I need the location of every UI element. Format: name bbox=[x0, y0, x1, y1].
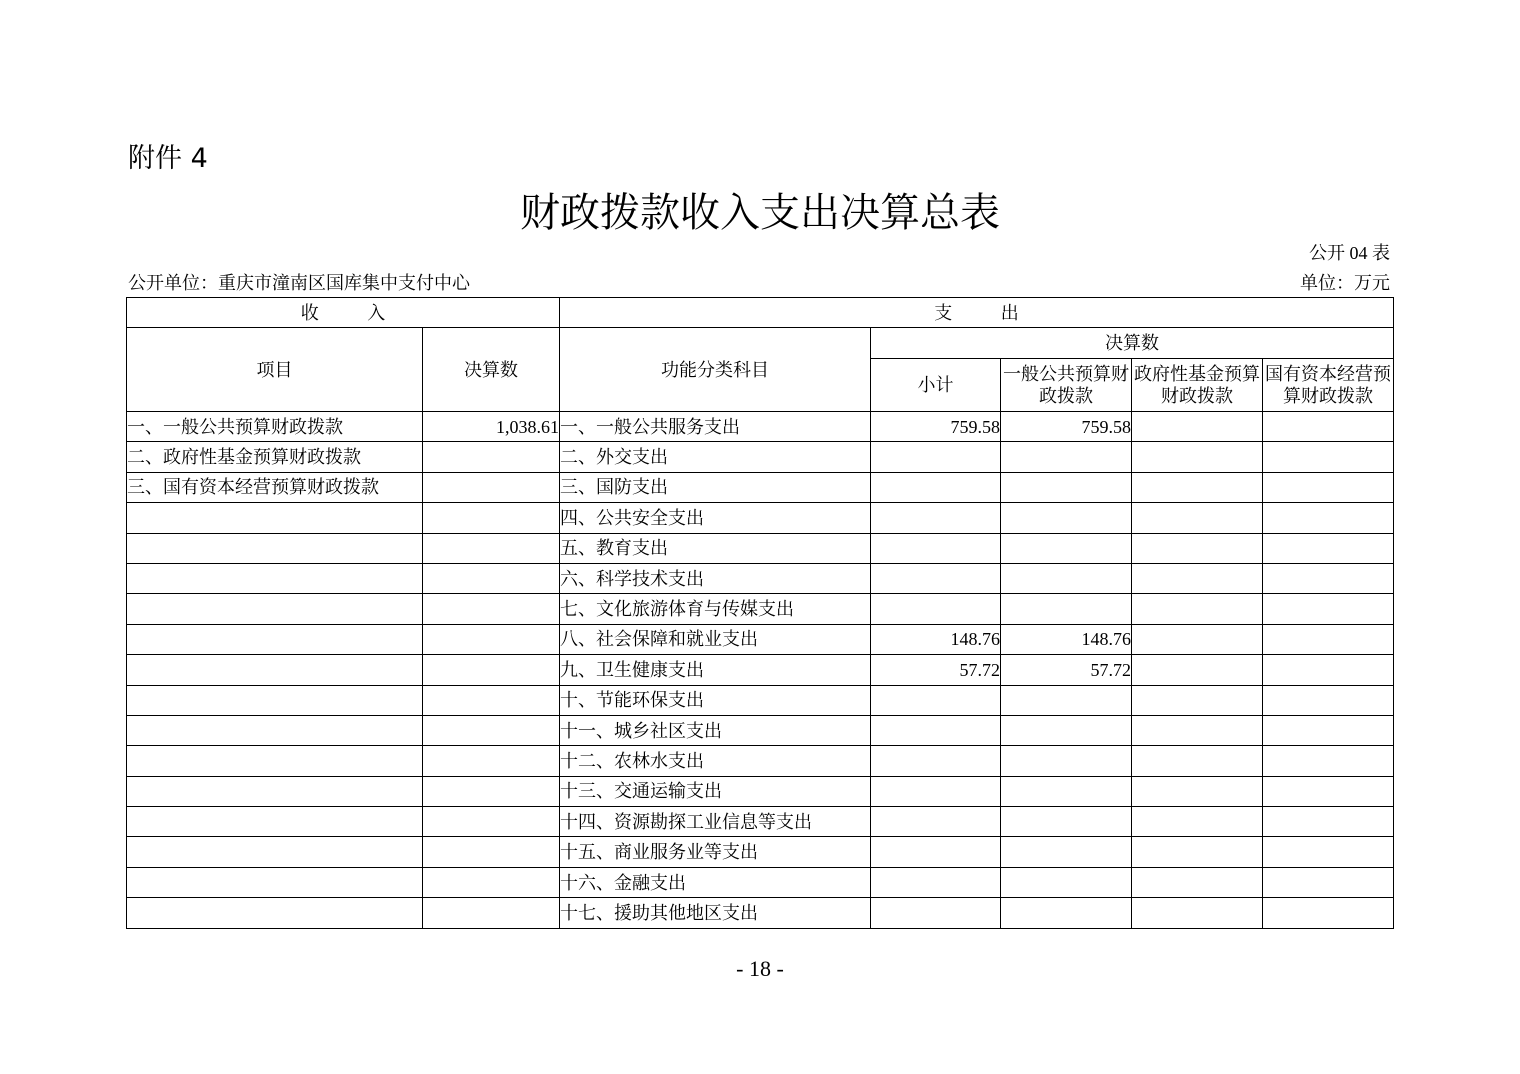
income-header bbox=[127, 298, 560, 328]
cell-state-capital bbox=[1263, 746, 1394, 776]
cell-subtotal bbox=[871, 837, 1001, 867]
cell-state-capital bbox=[1263, 685, 1394, 715]
col-header-state: 国有资本经营预算财政拨款 bbox=[1263, 359, 1394, 412]
cell-gov-fund bbox=[1132, 746, 1263, 776]
cell-general-budget: 57.72 bbox=[1001, 655, 1132, 685]
cell-general-budget bbox=[1001, 898, 1132, 928]
cell-subtotal: 759.58 bbox=[871, 412, 1001, 442]
cell-subtotal bbox=[871, 715, 1001, 745]
cell-state-capital bbox=[1263, 563, 1394, 593]
table-row bbox=[127, 776, 1394, 806]
cell-gov-fund bbox=[1132, 685, 1263, 715]
cell-general-budget bbox=[1001, 715, 1132, 745]
cell-income-amount bbox=[423, 837, 560, 867]
cell-function-category: 十五、商业服务业等支出 bbox=[560, 837, 871, 867]
cell-income-item bbox=[127, 898, 423, 928]
cell-function-category: 三、国防支出 bbox=[560, 472, 871, 502]
col-header-final: 决算数 bbox=[871, 328, 1394, 359]
cell-function-category: 十七、援助其他地区支出 bbox=[560, 898, 871, 928]
cell-income-amount bbox=[423, 867, 560, 897]
cell-subtotal bbox=[871, 898, 1001, 928]
cell-gov-fund bbox=[1132, 503, 1263, 533]
table-row bbox=[127, 837, 1394, 867]
reporting-unit: 公开单位：重庆市潼南区国库集中支付中心 bbox=[128, 273, 470, 293]
form-number: 公开 04 表 bbox=[1309, 243, 1390, 263]
cell-state-capital bbox=[1263, 898, 1394, 928]
cell-income-item: 三、国有资本经营预算财政拨款 bbox=[127, 472, 423, 502]
cell-state-capital bbox=[1263, 503, 1394, 533]
cell-state-capital bbox=[1263, 472, 1394, 502]
cell-income-amount bbox=[423, 472, 560, 502]
cell-income-item bbox=[127, 563, 423, 593]
cell-gov-fund bbox=[1132, 624, 1263, 654]
table-row bbox=[127, 594, 1394, 624]
cell-function-category: 七、文化旅游体育与传媒支出 bbox=[560, 594, 871, 624]
cell-gov-fund bbox=[1132, 867, 1263, 897]
attachment-label: 附件 4 bbox=[128, 143, 208, 174]
expense-header-label: 支 出 bbox=[934, 302, 1019, 323]
cell-state-capital bbox=[1263, 412, 1394, 442]
cell-gov-fund bbox=[1132, 655, 1263, 685]
cell-income-amount bbox=[423, 776, 560, 806]
page-number: - 18 - bbox=[736, 956, 784, 981]
cell-subtotal bbox=[871, 685, 1001, 715]
cell-function-category: 十一、城乡社区支出 bbox=[560, 715, 871, 745]
cell-gov-fund bbox=[1132, 533, 1263, 563]
cell-function-category: 十二、农林水支出 bbox=[560, 746, 871, 776]
cell-gov-fund bbox=[1132, 412, 1263, 442]
col-header-fund: 政府性基金预算财政拨款 bbox=[1132, 359, 1263, 412]
col-header-subtotal: 小计 bbox=[871, 359, 1001, 412]
cell-income-item bbox=[127, 533, 423, 563]
table-row bbox=[127, 442, 1394, 472]
cell-function-category: 十、节能环保支出 bbox=[560, 685, 871, 715]
cell-general-budget bbox=[1001, 776, 1132, 806]
cell-general-budget bbox=[1001, 563, 1132, 593]
cell-state-capital bbox=[1263, 837, 1394, 867]
table-row bbox=[127, 624, 1394, 654]
cell-function-category: 四、公共安全支出 bbox=[560, 503, 871, 533]
cell-state-capital bbox=[1263, 594, 1394, 624]
cell-subtotal bbox=[871, 807, 1001, 837]
col-header-item: 项目 bbox=[127, 328, 423, 412]
cell-general-budget bbox=[1001, 746, 1132, 776]
table-row bbox=[127, 503, 1394, 533]
cell-gov-fund bbox=[1132, 837, 1263, 867]
cell-income-item bbox=[127, 594, 423, 624]
cell-state-capital bbox=[1263, 442, 1394, 472]
table-row bbox=[127, 715, 1394, 745]
cell-function-category: 九、卫生健康支出 bbox=[560, 655, 871, 685]
cell-subtotal bbox=[871, 594, 1001, 624]
cell-subtotal: 57.72 bbox=[871, 655, 1001, 685]
cell-income-amount bbox=[423, 715, 560, 745]
cell-subtotal bbox=[871, 563, 1001, 593]
cell-general-budget bbox=[1001, 472, 1132, 502]
cell-income-item bbox=[127, 503, 423, 533]
cell-income-amount: 1,038.61 bbox=[423, 412, 560, 442]
cell-function-category: 十四、资源勘探工业信息等支出 bbox=[560, 807, 871, 837]
table-row bbox=[127, 685, 1394, 715]
cell-general-budget: 148.76 bbox=[1001, 624, 1132, 654]
cell-subtotal bbox=[871, 867, 1001, 897]
cell-general-budget: 759.58 bbox=[1001, 412, 1132, 442]
col-header-function: 功能分类科目 bbox=[560, 328, 871, 412]
cell-state-capital bbox=[1263, 655, 1394, 685]
cell-income-item bbox=[127, 746, 423, 776]
cell-state-capital bbox=[1263, 624, 1394, 654]
cell-income-item bbox=[127, 624, 423, 654]
cell-general-budget bbox=[1001, 503, 1132, 533]
cell-income-amount bbox=[423, 898, 560, 928]
table-row bbox=[127, 563, 1394, 593]
col-header-general: 一般公共预算财政拨款 bbox=[1001, 359, 1132, 412]
cell-income-amount bbox=[423, 503, 560, 533]
cell-function-category: 十六、金融支出 bbox=[560, 867, 871, 897]
cell-general-budget bbox=[1001, 867, 1132, 897]
cell-state-capital bbox=[1263, 715, 1394, 745]
cell-gov-fund bbox=[1132, 442, 1263, 472]
table-row bbox=[127, 746, 1394, 776]
cell-income-amount bbox=[423, 563, 560, 593]
cell-income-amount bbox=[423, 685, 560, 715]
cell-general-budget bbox=[1001, 533, 1132, 563]
income-header-label: 收 入 bbox=[300, 302, 386, 323]
cell-function-category: 六、科学技术支出 bbox=[560, 563, 871, 593]
cell-income-amount bbox=[423, 594, 560, 624]
table-row bbox=[127, 807, 1394, 837]
cell-general-budget bbox=[1001, 837, 1132, 867]
table-row bbox=[127, 867, 1394, 897]
cell-gov-fund bbox=[1132, 776, 1263, 806]
cell-income-amount bbox=[423, 807, 560, 837]
cell-income-item bbox=[127, 685, 423, 715]
cell-gov-fund bbox=[1132, 807, 1263, 837]
cell-general-budget bbox=[1001, 807, 1132, 837]
cell-subtotal bbox=[871, 776, 1001, 806]
cell-function-category: 十三、交通运输支出 bbox=[560, 776, 871, 806]
cell-general-budget bbox=[1001, 442, 1132, 472]
cell-income-amount bbox=[423, 442, 560, 472]
cell-income-amount bbox=[423, 533, 560, 563]
cell-gov-fund bbox=[1132, 594, 1263, 624]
cell-general-budget bbox=[1001, 685, 1132, 715]
cell-function-category: 五、教育支出 bbox=[560, 533, 871, 563]
currency-unit: 单位：万元 bbox=[1300, 273, 1390, 293]
budget-summary-table bbox=[126, 297, 1394, 929]
table-row bbox=[127, 412, 1394, 442]
cell-state-capital bbox=[1263, 533, 1394, 563]
page-title: 财政拨款收入支出决算总表 bbox=[520, 190, 1000, 236]
cell-function-category: 八、社会保障和就业支出 bbox=[560, 624, 871, 654]
cell-gov-fund bbox=[1132, 715, 1263, 745]
cell-gov-fund bbox=[1132, 898, 1263, 928]
cell-income-item bbox=[127, 867, 423, 897]
table-row bbox=[127, 898, 1394, 928]
cell-state-capital bbox=[1263, 867, 1394, 897]
cell-gov-fund bbox=[1132, 563, 1263, 593]
cell-function-category: 二、外交支出 bbox=[560, 442, 871, 472]
table-row bbox=[127, 472, 1394, 502]
cell-function-category: 一、一般公共服务支出 bbox=[560, 412, 871, 442]
cell-subtotal bbox=[871, 746, 1001, 776]
cell-subtotal bbox=[871, 503, 1001, 533]
cell-income-item bbox=[127, 655, 423, 685]
cell-subtotal bbox=[871, 472, 1001, 502]
table-row bbox=[127, 655, 1394, 685]
cell-income-amount bbox=[423, 655, 560, 685]
expense-header bbox=[560, 298, 1394, 328]
cell-state-capital bbox=[1263, 776, 1394, 806]
cell-state-capital bbox=[1263, 807, 1394, 837]
cell-income-amount bbox=[423, 746, 560, 776]
table-body bbox=[127, 412, 1394, 929]
col-header-amount: 决算数 bbox=[423, 328, 560, 412]
cell-income-item bbox=[127, 837, 423, 867]
table-row bbox=[127, 533, 1394, 563]
cell-gov-fund bbox=[1132, 472, 1263, 502]
cell-subtotal bbox=[871, 533, 1001, 563]
cell-income-item bbox=[127, 776, 423, 806]
cell-subtotal: 148.76 bbox=[871, 624, 1001, 654]
cell-subtotal bbox=[871, 442, 1001, 472]
cell-income-item: 一、一般公共预算财政拨款 bbox=[127, 412, 423, 442]
cell-income-item bbox=[127, 807, 423, 837]
cell-income-amount bbox=[423, 624, 560, 654]
cell-income-item: 二、政府性基金预算财政拨款 bbox=[127, 442, 423, 472]
cell-general-budget bbox=[1001, 594, 1132, 624]
cell-income-item bbox=[127, 715, 423, 745]
